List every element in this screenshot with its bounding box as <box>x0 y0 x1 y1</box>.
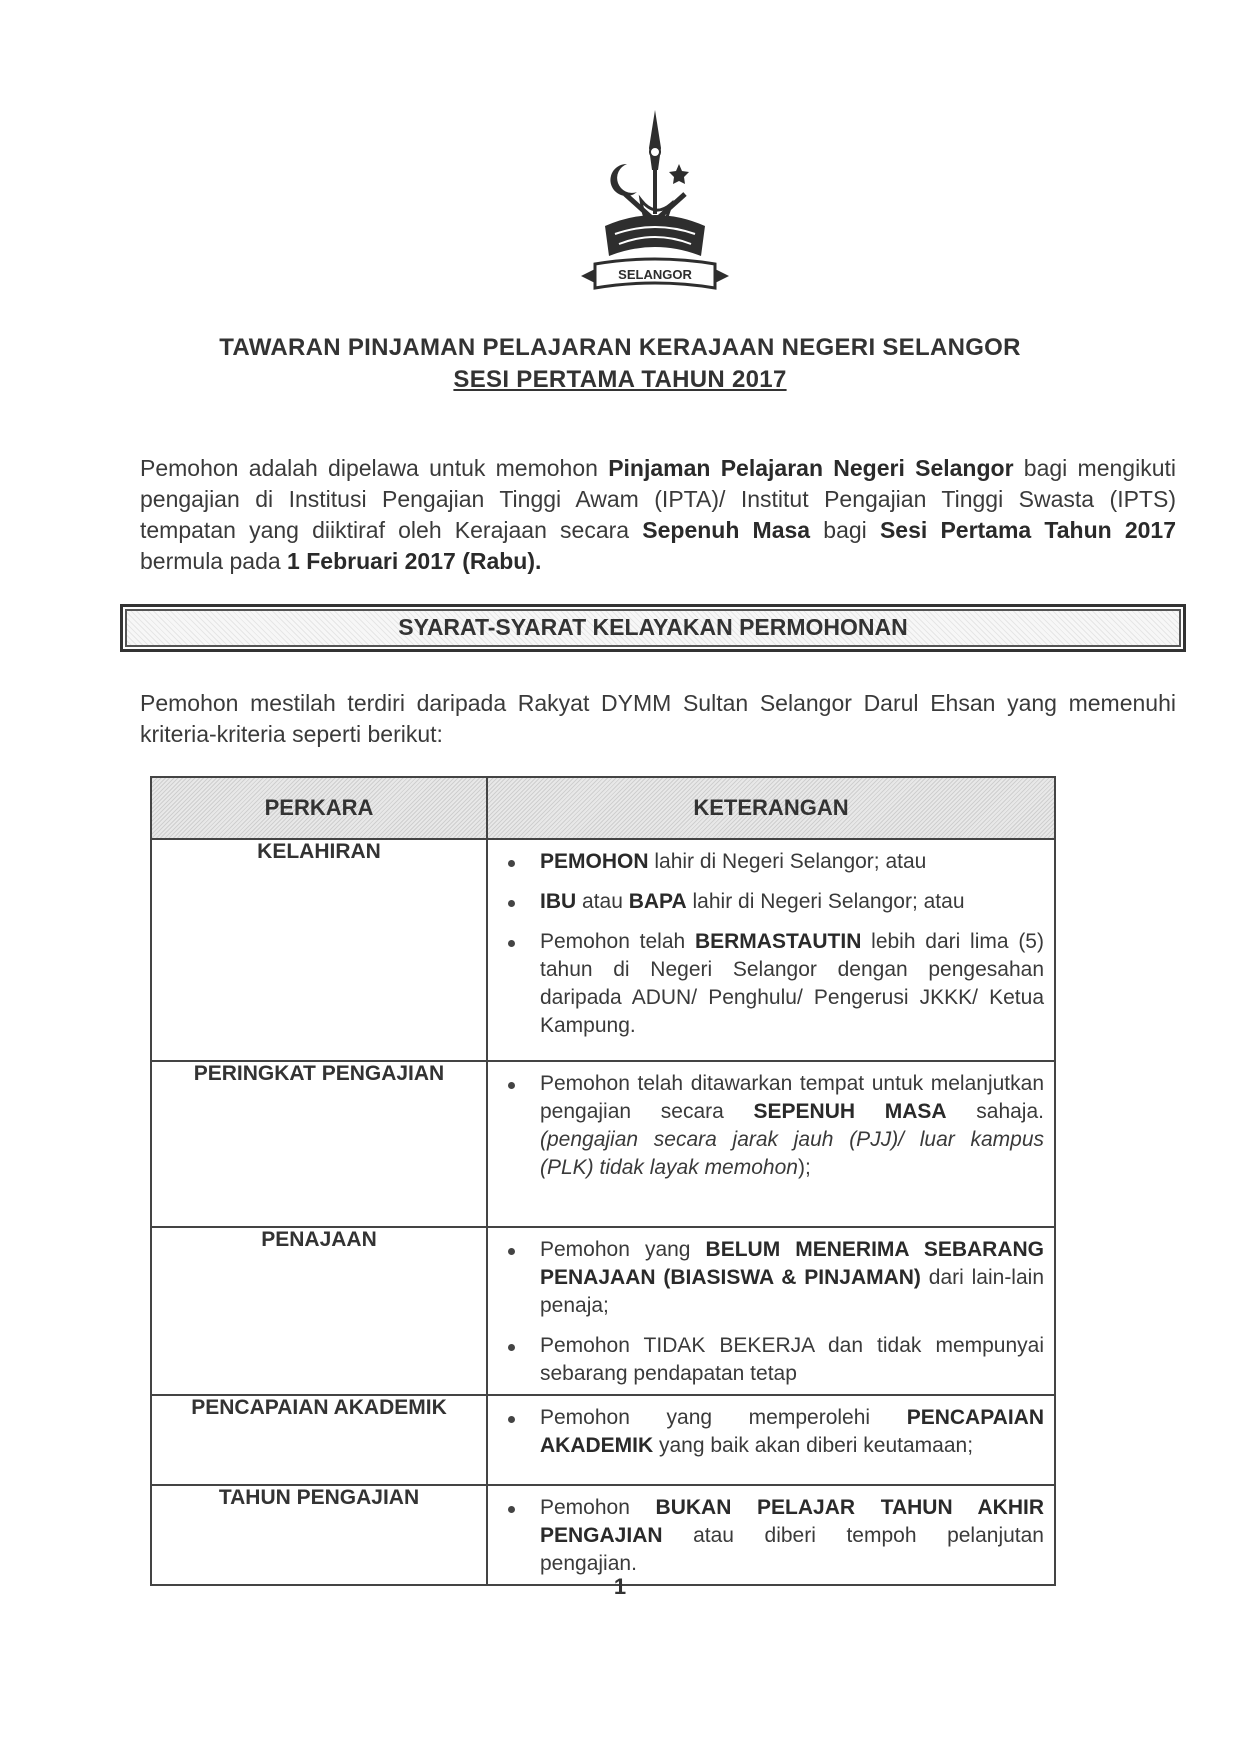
document-title: TAWARAN PINJAMAN PELAJARAN KERAJAAN NEGERI SELANGOR <box>219 334 1021 361</box>
list-item: Pemohon BUKAN PELAJAR TAHUN AKHIR PENGAJIAN atau diberi tempoh pelanjutan pengajian. <box>502 1494 1044 1578</box>
bullet-icon <box>508 1506 515 1513</box>
row-description <box>487 1395 1055 1485</box>
section-heading: SYARAT-SYARAT KELAYAKAN PERMOHONAN <box>120 604 1186 652</box>
list-item: IBU atau BAPA lahir di Negeri Selangor; atau <box>502 888 1044 916</box>
bullet-icon <box>508 940 515 947</box>
crest-emblem-icon <box>575 108 735 304</box>
intro-paragraph: Pemohon adalah dipelawa untuk memohon Pinjaman Pelajaran Negeri Selangor bagi mengikuti pengajian di Institusi Pengajian Tinggi Awam (IPTA)/ Institut Pengajian Tinggi Swasta (IPTS) tempatan yang diiktiraf oleh Kerajaan secara Sepenuh Masa bagi Sesi Pertama Tahun 2017 bermula pada 1 Februari 2017 (Rabu). <box>140 455 1177 574</box>
table-header-row <box>151 777 1055 839</box>
bullet-icon <box>508 1416 515 1423</box>
list-item: PEMOHON lahir di Negeri Selangor; atau <box>502 848 1044 876</box>
column-header-keterangan: KETERANGAN <box>487 777 1055 839</box>
bullet-icon <box>508 1248 515 1255</box>
row-description <box>487 839 1055 1061</box>
row-label: PERINGKAT PENGAJIAN <box>151 1061 487 1227</box>
bullet-icon <box>508 1082 515 1089</box>
list-item: Pemohon TIDAK BEKERJA dan tidak mempunyai sebarang pendapatan tetap <box>502 1332 1044 1388</box>
table-row <box>151 1395 1055 1485</box>
row-description <box>487 1061 1055 1227</box>
selangor-crest-logo <box>575 108 735 304</box>
list-item: Pemohon telah ditawarkan tempat untuk melanjutkan pengajian secara SEPENUH MASA sahaja. (pengajian secara jarak jauh (PJJ)/ luar kampus (PLK) tidak layak memohon); <box>502 1070 1044 1182</box>
list-item: Pemohon telah BERMASTAUTIN lebih dari lima (5) tahun di Negeri Selangor dengan pengesahan daripada ADUN/ Penghulu/ Pengerusi JKKK/ Ketua Kampung. <box>502 928 1044 1040</box>
criteria-table <box>150 776 1056 1586</box>
bullet-icon <box>508 900 515 907</box>
list-item: Pemohon yang memperolehi PENCAPAIAN AKADEMIK yang baik akan diberi keutamaan; <box>502 1404 1044 1460</box>
row-label: TAHUN PENGAJIAN <box>151 1485 487 1585</box>
list-item: Pemohon yang BELUM MENERIMA SEBARANG PENAJAAN (BIASISWA & PINJAMAN) dari lain-lain penaja; <box>502 1236 1044 1320</box>
bullet-icon <box>508 860 515 867</box>
row-label: PENAJAAN <box>151 1227 487 1395</box>
row-label: PENCAPAIAN AKADEMIK <box>151 1395 487 1485</box>
row-label: KELAHIRAN <box>151 839 487 1061</box>
column-header-perkara: PERKARA <box>151 777 487 839</box>
table-row <box>151 1227 1055 1395</box>
crest-label: SELANGOR <box>618 267 692 282</box>
table-row <box>151 839 1055 1061</box>
row-description <box>487 1227 1055 1395</box>
bullet-icon <box>508 1344 515 1351</box>
table-row <box>151 1485 1055 1585</box>
document-subtitle: SESI PERTAMA TAHUN 2017 <box>453 366 787 393</box>
row-description <box>487 1485 1055 1585</box>
eligibility-intro: Pemohon mestilah terdiri daripada Rakyat DYMM Sultan Selangor Darul Ehsan yang memenuhi kriteria-kriteria seperti berikut: <box>140 690 1176 747</box>
table-row <box>151 1061 1055 1227</box>
page-number: 1 <box>613 1574 627 1599</box>
